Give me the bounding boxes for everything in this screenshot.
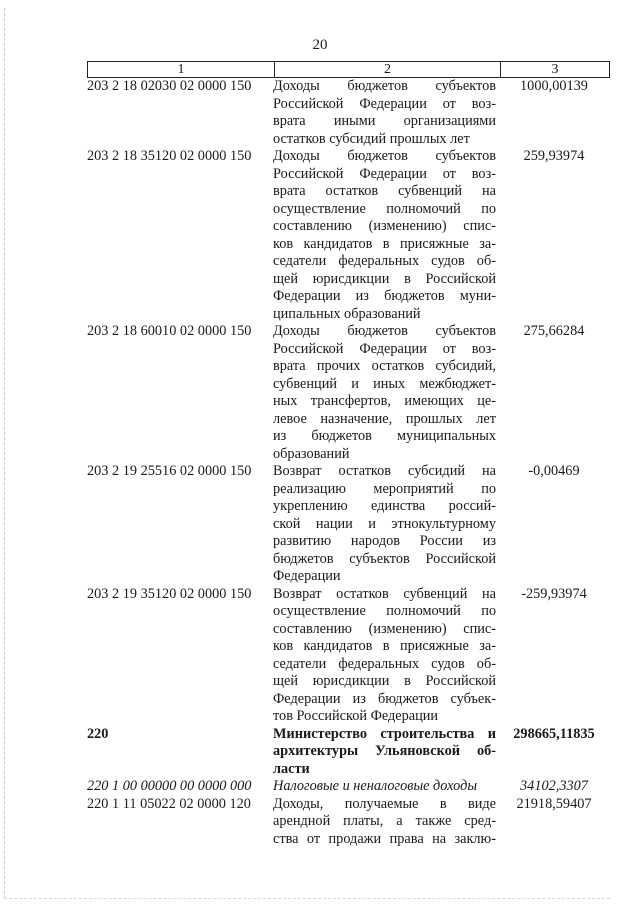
description-line: Федерации из бюджетов муни- — [273, 288, 496, 304]
description-line: архитектуры Ульяновской об- — [273, 743, 496, 759]
description-last-line: Налоговые и неналоговые доходы — [273, 778, 478, 794]
table-row — [87, 726, 612, 779]
row-code: 220 1 00 00000 00 0000 000 — [87, 778, 252, 794]
description-line: ской нации и этнокультурному — [273, 515, 496, 532]
description-line: ства от продажи права на заклю- — [273, 830, 496, 847]
budget-table-body — [87, 78, 612, 848]
description-line: ных трансфертов, имеющих це- — [273, 393, 496, 409]
description-last-line: ципальных образований — [273, 305, 421, 322]
row-description — [273, 463, 496, 586]
row-amount: -259,93974 — [521, 585, 587, 602]
row-code: 203 2 18 35120 02 0000 150 — [87, 148, 252, 164]
table-row — [87, 78, 612, 148]
description-line: щей юрисдикции в Российской — [273, 673, 496, 689]
row-amount: 21918,59407 — [516, 795, 592, 812]
row-amount: -0,00469 — [528, 463, 580, 479]
row-code: 203 2 19 25516 02 0000 150 — [87, 463, 252, 479]
description-line: Российской Федерации от воз- — [273, 95, 496, 112]
table-row — [87, 586, 612, 726]
description-line: седатели федеральных судов об- — [273, 655, 496, 672]
description-last-line: Федерации — [273, 568, 341, 584]
row-amount: 298665,11835 — [513, 725, 595, 742]
row-description — [273, 586, 496, 726]
description-line: Возврат остатков субвенций на — [273, 585, 496, 602]
row-description — [273, 323, 496, 463]
row-description — [273, 148, 496, 323]
description-line: Российской Федерации от воз- — [273, 165, 496, 182]
header-col-2: 2 — [275, 62, 501, 78]
row-description — [273, 796, 496, 849]
page-number: 20 — [312, 37, 328, 53]
description-line: Федерации из бюджетов субъек- — [273, 690, 496, 707]
description-line: бюджетов субъектов Российской — [273, 550, 496, 567]
row-amount: 1000,00139 — [520, 78, 588, 94]
header-col-1: 1 — [88, 62, 275, 78]
description-line: Доходы, получаемые в виде — [273, 795, 496, 812]
row-code: 203 2 18 60010 02 0000 150 — [87, 323, 252, 339]
description-line: арендной платы, а также сред- — [273, 813, 496, 829]
description-line: Доходы бюджетов субъектов — [273, 148, 496, 164]
description-last-line: остатков субсидий прошлых лет — [273, 130, 470, 147]
row-code: 220 — [87, 725, 109, 742]
description-line: седатели федеральных судов об- — [273, 253, 496, 269]
row-amount: 34102,3307 — [520, 778, 588, 794]
description-line: врата иными организациями — [273, 113, 496, 129]
description-line: Министерство строительства и — [273, 725, 496, 742]
table-row — [87, 778, 612, 796]
description-line: левое назначение, прошлых лет — [273, 410, 496, 427]
description-last-line: образований — [273, 445, 350, 462]
description-last-line: тов Российской Федерации — [273, 708, 439, 724]
row-code: 203 2 18 02030 02 0000 150 — [87, 78, 252, 94]
description-line: осуществление полномочий по — [273, 200, 496, 217]
row-amount: 259,93974 — [523, 148, 585, 164]
description-line: развитию народов России из — [273, 533, 496, 549]
scan-edge-line — [4, 8, 5, 899]
header-col-3: 3 — [501, 62, 610, 78]
table-header — [87, 61, 610, 78]
description-line: укреплению единства россий- — [273, 498, 496, 514]
description-line: щей юрисдикции в Российской — [273, 270, 496, 287]
description-line: врата прочих остатков субсидий, — [273, 358, 496, 374]
description-line: реализацию мероприятий по — [273, 480, 496, 497]
row-description — [273, 778, 496, 796]
table-row — [87, 148, 612, 323]
description-line: Доходы бюджетов субъектов — [273, 78, 496, 94]
description-line: ков кандидатов в присяжные за- — [273, 638, 496, 654]
description-line: Возврат остатков субсидий на — [273, 463, 496, 479]
description-line: врата остатков субвенций на — [273, 183, 496, 199]
description-line: из бюджетов муниципальных — [273, 428, 496, 444]
description-line: ков кандидатов в присяжные за- — [273, 235, 496, 252]
description-line: Российской Федерации от воз- — [273, 340, 496, 357]
table-row — [87, 463, 612, 586]
scan-bottom-line — [4, 898, 610, 899]
row-description — [273, 78, 496, 148]
row-code: 203 2 19 35120 02 0000 150 — [87, 585, 252, 602]
row-code: 220 1 11 05022 02 0000 120 — [87, 795, 251, 812]
description-line: Доходы бюджетов субъектов — [273, 323, 496, 339]
table-row — [87, 323, 612, 463]
row-description — [273, 726, 496, 779]
budget-table — [87, 78, 612, 848]
row-amount: 275,66284 — [523, 323, 585, 339]
description-line: составлению (изменению) спис- — [273, 218, 496, 234]
table-row — [87, 796, 612, 849]
description-line: составлению (изменению) спис- — [273, 620, 496, 637]
description-line: осуществление полномочий по — [273, 603, 496, 619]
description-line: субвенций и иных межбюджет- — [273, 375, 496, 392]
description-last-line: ласти — [273, 760, 310, 777]
